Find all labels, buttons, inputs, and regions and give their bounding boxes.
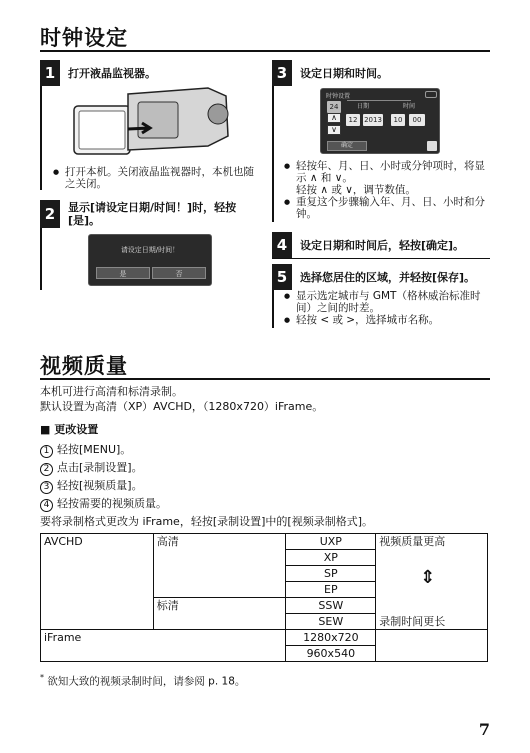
ordered-step-text: 轻按[MENU]。 <box>57 443 132 456</box>
info-icon[interactable] <box>427 141 437 151</box>
date-label: 日期 <box>357 103 370 110</box>
mode-cell: XP <box>286 550 376 566</box>
step-number: 5 <box>272 264 292 290</box>
step-text: 设定日期和时间后，轻按[确定]。 <box>300 238 465 252</box>
step-5-bar <box>272 290 274 328</box>
hour-field[interactable]: 10 <box>391 114 405 126</box>
month-field[interactable]: 12 <box>346 114 360 126</box>
sd-cell: 标清 <box>153 598 286 630</box>
step-text: 设定日期和时间。 <box>300 66 388 80</box>
step-3-bar <box>272 86 274 222</box>
hd-cell: 高清 <box>153 534 286 598</box>
time-longer-label: 录制时间更长 <box>379 615 446 628</box>
step-5-bullets <box>283 290 493 326</box>
ok-button[interactable]: 确定 <box>327 141 367 151</box>
step-circle: 3 <box>40 481 53 494</box>
page-number: 7 <box>478 720 490 739</box>
step-text: 选择您居住的区域，并轻按[保存]。 <box>300 270 476 284</box>
bullet: ● 轻按年、月、日、小时或分钟项时，将显示 ∧ 和 ∨。 <box>283 160 493 184</box>
intro-line: 本机可进行高清和标清录制。 <box>40 385 183 398</box>
clock-setting-screen <box>320 88 440 154</box>
quality-high-label: 视频质量更高 <box>379 535 446 548</box>
ordered-steps <box>40 441 490 513</box>
step-number: 4 <box>272 232 292 258</box>
title-rule <box>40 50 490 52</box>
section-title-clock: 时钟设定 <box>40 26 128 50</box>
step-number: 2 <box>40 200 60 228</box>
mode-cell: SP <box>286 566 376 582</box>
no-button[interactable]: 否 <box>152 267 206 279</box>
mode-cell: 1280x720 <box>286 630 376 646</box>
ordered-step <box>40 441 490 459</box>
step-number: 1 <box>40 60 60 86</box>
down-arrow-button[interactable]: ∨ <box>327 125 341 135</box>
intro-text <box>40 384 490 414</box>
bullet: ● 重复这个步骤输入年、月、日、小时和分钟。 <box>283 196 493 220</box>
bullet: ● 轻按 < 或 >，选择城市名称。 <box>283 314 493 326</box>
title-rule <box>40 378 490 380</box>
yes-button[interactable]: 是 <box>96 267 150 279</box>
step-4-rule <box>272 258 490 259</box>
step-3 <box>272 60 388 86</box>
step-text: 打开液晶监视器。 <box>68 66 156 80</box>
change-settings-heading: ■ 更改设置 <box>40 423 99 436</box>
mode-cell: SEW <box>286 614 376 630</box>
step-3-bullets <box>283 160 493 220</box>
step-1-bar <box>40 86 42 190</box>
step-number: 3 <box>272 60 292 86</box>
empty-cell <box>376 630 488 662</box>
step-2-bar <box>40 228 42 290</box>
step-circle: 4 <box>40 499 53 512</box>
dialog-message: 请设定日期/时间！ <box>120 246 180 254</box>
format-note: 要将录制格式更改为 iFrame，轻按[录制设置]中的[视频录制格式]。 <box>40 515 373 528</box>
step-1 <box>40 60 156 86</box>
mode-cell: 960x540 <box>286 646 376 662</box>
ordered-step <box>40 459 490 477</box>
ordered-step-text: 点击[录制设置]。 <box>57 461 143 474</box>
avchd-cell: AVCHD <box>41 534 154 630</box>
mode-cell: SSW <box>286 598 376 614</box>
lens <box>208 104 228 124</box>
quality-scale-cell <box>376 534 488 630</box>
up-down-arrow-icon: ⇕ <box>420 567 436 588</box>
iframe-cell: iFrame <box>41 630 286 662</box>
lcd-screen <box>79 111 125 149</box>
step-text: 显示[请设定日期/时间！]时，轻按[是]。 <box>68 201 237 227</box>
footnote <box>40 670 245 690</box>
year-field[interactable]: 2013 <box>364 116 382 124</box>
step-4 <box>272 232 464 258</box>
section-title-video-quality: 视频质量 <box>40 354 128 378</box>
up-arrow-button[interactable]: ∧ <box>327 113 341 123</box>
ordered-step <box>40 495 490 513</box>
step-5 <box>272 264 475 290</box>
ordered-step-text: 轻按需要的视频质量。 <box>57 497 167 510</box>
mode-cell: EP <box>286 582 376 598</box>
time-label: 时间 <box>403 103 416 110</box>
quality-table <box>40 533 488 662</box>
ordered-step <box>40 477 490 495</box>
footnote-text: 欲知大致的视频录制时间，请参阅 p. 18。 <box>47 675 246 688</box>
clock-screen-title: 时钟设置 <box>326 93 351 100</box>
date-prompt-dialog <box>88 234 212 286</box>
ordered-step-text: 轻按[视频质量]。 <box>57 479 143 492</box>
footnote-mark: * <box>40 673 44 682</box>
intro-line: 默认设置为高清（XP）AVCHD，（1280x720）iFrame。 <box>40 400 324 413</box>
bullet-continuation: 轻按 ∧ 或 ∨，调节数值。 <box>296 184 416 196</box>
minute-field[interactable]: 00 <box>409 114 425 126</box>
bullet: ● 显示选定城市与 GMT（格林威治标准时间）之间的时差。 <box>283 290 493 314</box>
camcorder-illustration <box>68 84 238 164</box>
mode-cell: UXP <box>286 534 376 550</box>
step-circle: 1 <box>40 445 53 458</box>
day-field[interactable]: 24 <box>327 101 341 113</box>
bullet: ● 打开本机。关闭液晶监视器时，本机也随之关闭。 <box>52 166 262 190</box>
step-circle: 2 <box>40 463 53 476</box>
step-2 <box>40 200 260 228</box>
back-icon[interactable] <box>425 91 437 98</box>
step-1-bullets <box>52 166 262 190</box>
